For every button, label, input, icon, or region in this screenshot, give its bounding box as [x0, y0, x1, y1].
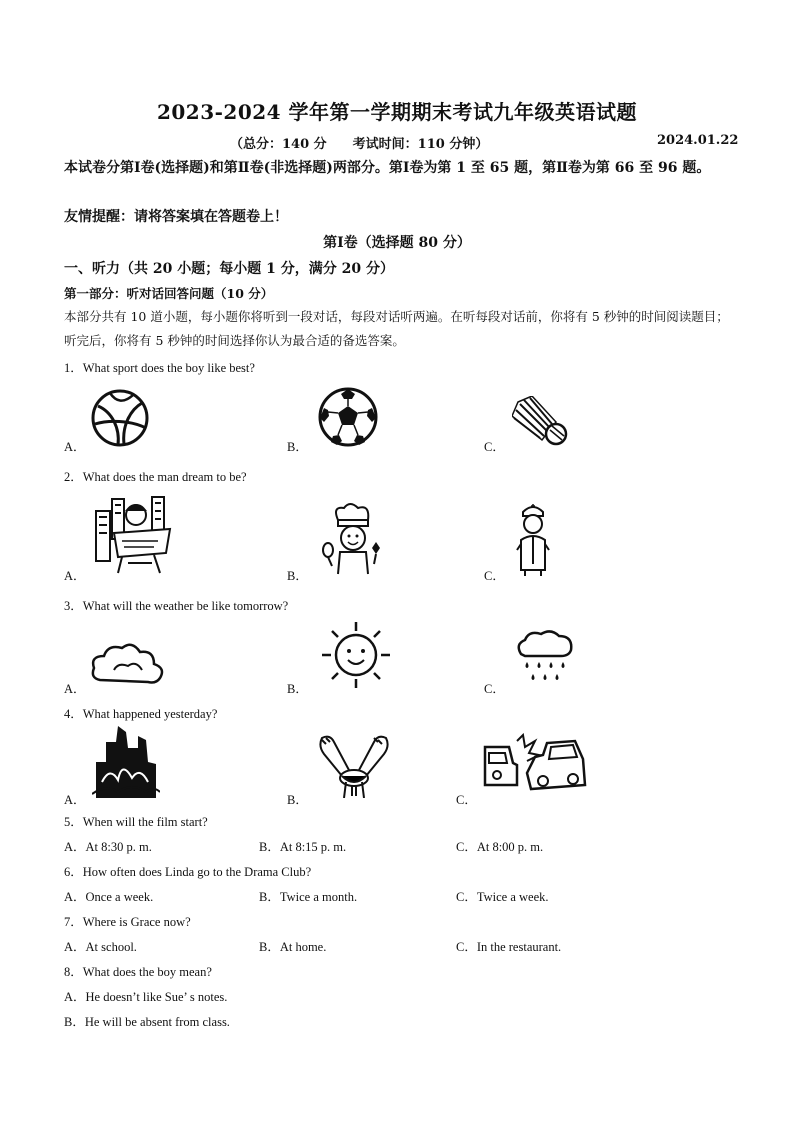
- question-2: 2．What does the man dream to be?: [64, 470, 247, 484]
- question-3: 3．What will the weather be like tomorrow?: [64, 599, 289, 613]
- car-accident-icon: [483, 733, 587, 795]
- question-8: 8．What does the boy mean?: [64, 965, 212, 979]
- question-4: 4．What happened yesterday?: [64, 707, 218, 721]
- volleyball-icon: [90, 388, 150, 448]
- q5-option-b[interactable]: B．At 8:15 p. m.: [259, 840, 347, 854]
- q8-option-b[interactable]: B．He will be absent from class.: [64, 1015, 230, 1029]
- doctor-icon: [513, 500, 553, 576]
- q6-option-a[interactable]: A．Once a week.: [64, 890, 154, 904]
- q4-option-c[interactable]: C．: [456, 793, 477, 807]
- q1-option-b[interactable]: B．: [287, 440, 308, 454]
- shuttlecock-icon: [512, 396, 572, 448]
- rainy-icon: [515, 628, 575, 688]
- q1-option-c[interactable]: C．: [484, 440, 505, 454]
- q5-option-a[interactable]: A．At 8:30 p. m.: [64, 840, 152, 854]
- question-5: 5．When will the film start?: [64, 815, 208, 829]
- q4-option-b[interactable]: B．: [287, 793, 308, 807]
- q7-option-a[interactable]: A．At school.: [64, 940, 137, 954]
- q3-option-b[interactable]: B．: [287, 682, 308, 696]
- question-6: 6．How often does Linda go to the Drama Club?: [64, 865, 312, 879]
- q6-option-b[interactable]: B．Twice a month.: [259, 890, 358, 904]
- part1-title: 第Ⅰ卷（选择题 80 分）: [323, 235, 471, 251]
- q1-option-a[interactable]: A．: [64, 440, 86, 454]
- score-time-info: （总分：140 分 考试时间：110 分钟）: [230, 137, 489, 152]
- friendly-tip: 友情提醒：请将答案填在答题卷上！: [64, 209, 288, 225]
- q3-option-a[interactable]: A．: [64, 682, 86, 696]
- exam-date: 2024.01.22: [657, 133, 739, 148]
- engineer-icon: [92, 493, 176, 575]
- fire-icon: [92, 722, 160, 798]
- soccer-ball-icon: [317, 386, 379, 448]
- section-listening-title: 一、听力（共 20 小题；每小题 1 分，满分 20 分）: [64, 261, 394, 277]
- sunny-icon: [318, 620, 394, 690]
- exam-intro: 本试卷分第Ⅰ卷(选择题)和第Ⅱ卷(非选择题)两部分。第Ⅰ卷为第 1 至 65 题，第Ⅱ卷为第 66 至 96 题。: [64, 160, 711, 176]
- q4-option-a[interactable]: A．: [64, 793, 86, 807]
- q5-option-c[interactable]: C．At 8:00 p. m.: [456, 840, 544, 854]
- theft-icon: [316, 732, 392, 798]
- cloudy-icon: [90, 640, 166, 688]
- question-1: 1．What sport does the boy like best?: [64, 361, 255, 375]
- exam-title: 2023-2024 学年第一学期期末考试九年级英语试题: [156, 100, 638, 124]
- cook-icon: [318, 500, 388, 576]
- sub-section-description: 本部分共有 10 道小题，每小题你将听到一段对话，每段对话听两遍。在听每段对话前，你将有 5 秒钟的时间阅读题目；听完后，你将有 5 秒钟的时间选择你认为最合适的备选答案。: [64, 309, 729, 348]
- q2-option-a[interactable]: A．: [64, 569, 86, 583]
- q2-option-b[interactable]: B．: [287, 569, 308, 583]
- q8-option-a[interactable]: A．He doesn’t like Sue’ s notes.: [64, 990, 228, 1004]
- sub-section-title: 第一部分：听对话回答问题（10 分）: [64, 286, 274, 301]
- q6-option-c[interactable]: C．Twice a week.: [456, 890, 549, 904]
- q7-option-c[interactable]: C．In the restaurant.: [456, 940, 562, 954]
- q3-option-c[interactable]: C．: [484, 682, 505, 696]
- q7-option-b[interactable]: B．At home.: [259, 940, 327, 954]
- question-7: 7．Where is Grace now?: [64, 915, 191, 929]
- q2-option-c[interactable]: C．: [484, 569, 505, 583]
